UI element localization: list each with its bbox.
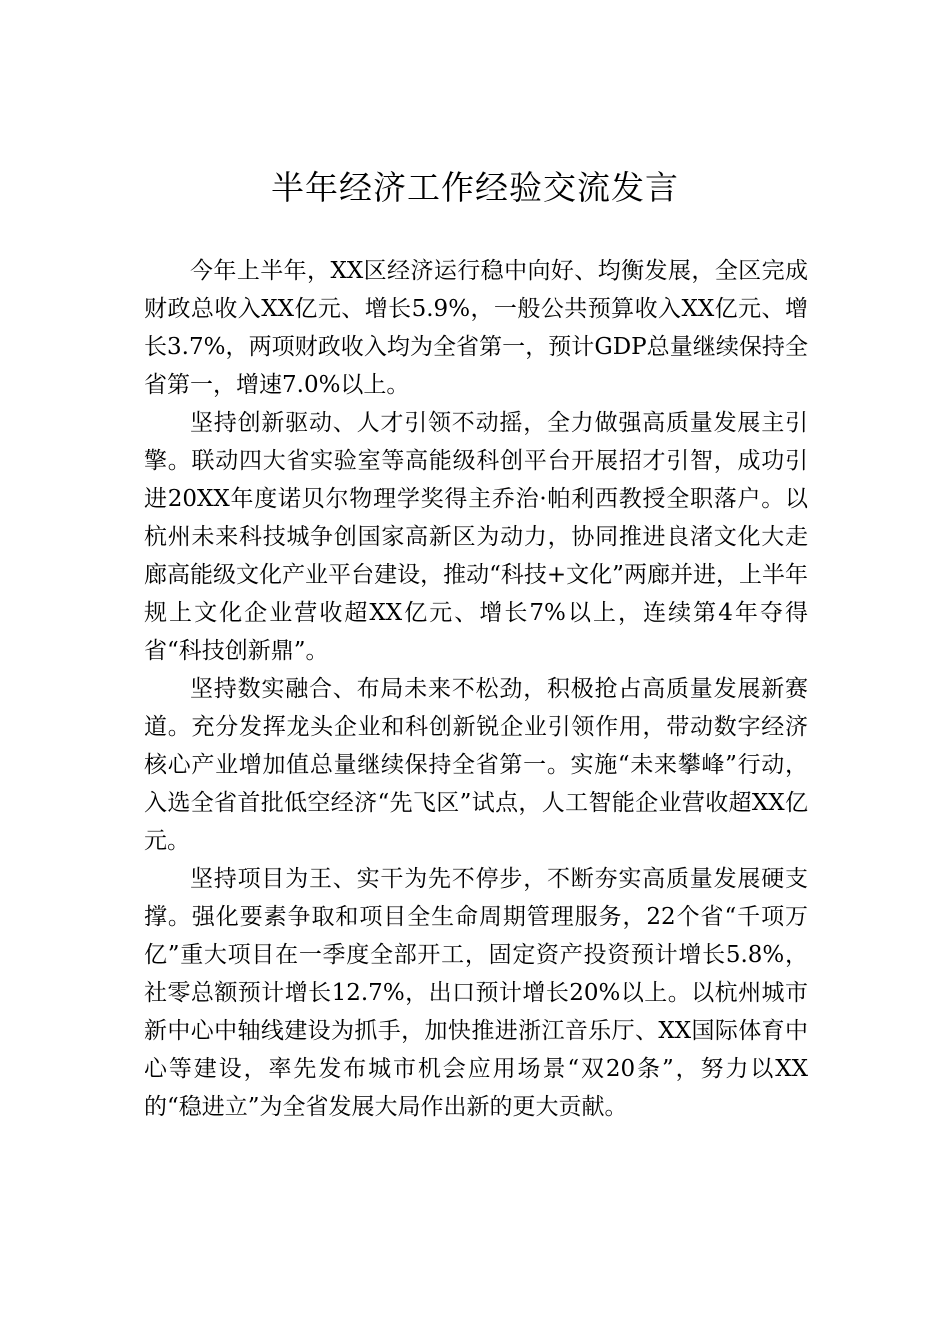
paragraph-intro: 今年上半年，XX区经济运行稳中向好、均衡发展，全区完成财政总收入XX亿元、增长5.9%，一般公共预算收入XX亿元、增长3.7%，两项财政收入均为全省第一，预计GDP总量继续保持全省第一，增速7.0%以上。 xyxy=(144,258,808,398)
document-title: 半年经济工作经验交流发言 xyxy=(271,168,679,207)
paragraph-projects: 坚持项目为王、实干为先不停步，不断夯实高质量发展硬支撑。强化要素争取和项目全生命周期管理服务，22个省“千项万亿”重大项目在一季度全部开工，固定资产投资预计增长5.8%，社零总额预计增长12.7%，出口预计增长20%以上。以杭州城市新中心中轴线建设为抓手，加快推进浙江音乐厅、XX国际体育中心等建设，率先发布城市机会应用场景“双20条”，努力以XX的“稳进立”为全省发展大局作出新的更大贡献。 xyxy=(144,866,808,1120)
document-body xyxy=(144,252,808,1126)
paragraph-digital-economy: 坚持数实融合、布局未来不松劲，积极抢占高质量发展新赛道。充分发挥龙头企业和科创新锐企业引领作用，带动数字经济核心产业增加值总量继续保持全省第一。实施“未来攀峰”行动，入选全省首批低空经济“先飞区”试点，人工智能企业营收超XX亿元。 xyxy=(144,676,808,854)
paragraph-innovation: 坚持创新驱动、人才引领不动摇，全力做强高质量发展主引擎。联动四大省实验室等高能级科创平台开展招才引智，成功引进20XX年度诺贝尔物理学奖得主乔治·帕利西教授全职落户。以杭州未来科技城争创国家高新区为动力，协同推进良渚文化大走廊高能级文化产业平台建设，推动“科技+文化”两廊并进，上半年规上文化企业营收超XX亿元、增长7%以上，连续第4年夺得省“科技创新鼎”。 xyxy=(144,410,808,664)
